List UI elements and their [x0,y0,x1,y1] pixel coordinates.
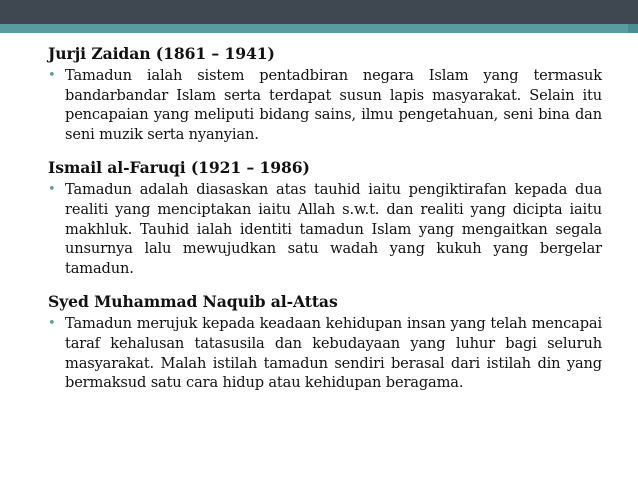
bullet-item [48,180,602,278]
section-heading: Syed Muhammad Naquib al-Attas [48,292,338,312]
bullet-dot-icon: • [48,316,56,332]
definition-section-jurji-zaidan [48,44,602,144]
bullet-dot-icon: • [48,182,56,198]
bullet-dot-icon: • [48,68,56,83]
bullet-text: Tamadun merujuk kepada keadaan kehidupan insan yang telah mencapai taraf kehalusan tatasusila dan kebudayaan yang luhur bagi seluruh masyarakat. Malah istilah tamadun sendiri berasal dari istilah din yang bermaksud satu cara hidup atau kehidupan beragama. [65,315,602,392]
bullet-item [48,66,602,144]
slide-content [48,44,602,407]
bullet-text: Tamadun adalah diasaskan atas tauhid iaitu pengiktirafan kepada dua realiti yang menciptakan iaitu Allah s.w.t. dan realiti yang dicipta iaitu makhluk. Tauhid ialah identiti tamadun Islam yang mengaitkan segala unsurnya lalu mewujudkan satu wadah yang kukuh yang bergelar tamadun. [65,181,602,277]
slide-header-bar [0,0,638,24]
slide-accent-stripe-end [628,24,638,33]
definition-section-ismail-al-faruqi [48,158,602,278]
section-heading: Ismail al-Faruqi (1921 – 1986) [48,158,310,178]
bullet-text: Tamadun ialah sistem pentadbiran negara Islam yang termasuk bandarbandar Islam serta terdapat susun lapis masyarakat. Selain itu pencapaian yang meliputi bidang sains, ilmu pengetahuan, seni bina dan seni muzik serta nyanyian. [65,67,602,143]
slide-accent-stripe [0,24,638,33]
bullet-item [48,314,602,392]
section-heading: Jurji Zaidan (1861 – 1941) [48,44,275,63]
definition-section-naquib-al-attas [48,292,602,392]
